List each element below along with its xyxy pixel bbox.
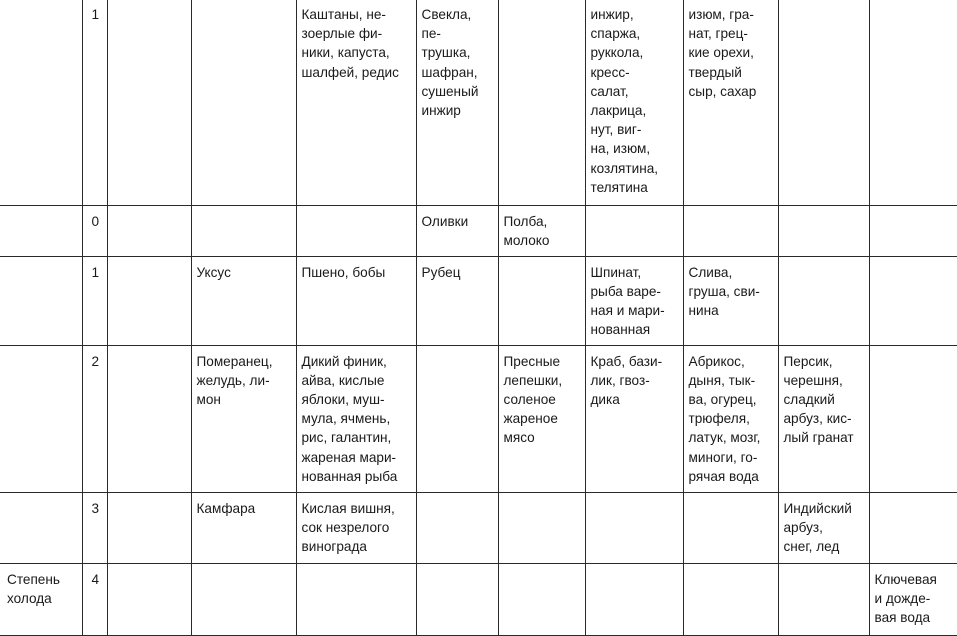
table-cell: изюм, гра- нат, грец- кие орехи, твердый сыр, сахар (683, 0, 778, 205)
category-cell (0, 205, 82, 256)
table-cell (107, 0, 191, 205)
category-cell (0, 0, 82, 205)
table-cell: Абрикос, дыня, тык- ва, огурец, трюфеля, латук, мозг, миноги, го- рячая вода (683, 345, 778, 492)
table-row (0, 205, 957, 256)
table-cell: Померанец, желудь, ли- мон (191, 345, 296, 492)
table-cell: Уксус (191, 256, 296, 345)
table-cell (296, 205, 416, 256)
table-cell: Кислая вишня, сок незрелого винограда (296, 492, 416, 563)
table-cell (869, 345, 957, 492)
table-cell (585, 492, 683, 563)
table-cell: Краб, бази- лик, гвоз- дика (585, 345, 683, 492)
table-cell (869, 492, 957, 563)
table-cell (107, 256, 191, 345)
table-cell (107, 205, 191, 256)
degree-cell: 1 (82, 256, 107, 345)
degree-cell: 3 (82, 492, 107, 563)
table-cell (869, 0, 957, 205)
table-cell (107, 492, 191, 563)
table-cell: Персик, черешня, сладкий арбуз, кис- лый гранат (778, 345, 869, 492)
table-cell (191, 205, 296, 256)
table-cell (107, 563, 191, 635)
table-cell (683, 563, 778, 635)
degree-cell: 4 (82, 563, 107, 635)
table-cell (416, 563, 498, 635)
category-cell (0, 345, 82, 492)
table-cell (585, 563, 683, 635)
table-cell (778, 563, 869, 635)
table-cell (778, 0, 869, 205)
table-cell (498, 256, 585, 345)
table-cell (683, 492, 778, 563)
table-row (0, 345, 957, 492)
table-cell (191, 563, 296, 635)
table-cell (296, 563, 416, 635)
table-cell: Полба, молоко (498, 205, 585, 256)
table-cell (498, 492, 585, 563)
table-cell (191, 0, 296, 205)
table-row (0, 256, 957, 345)
degree-cell: 2 (82, 345, 107, 492)
table-cell (869, 205, 957, 256)
table-cell: Ключевая и дожде- вая вода (869, 563, 957, 635)
table-cell: Дикий финик, айва, кислые яблоки, муш- мула, ячмень, рис, галантин, жареная мари- нованная рыба (296, 345, 416, 492)
table-cell: Пшено, бобы (296, 256, 416, 345)
table-cell: Пресные лепешки, соленое жареное мясо (498, 345, 585, 492)
category-cell: Степень холода (0, 563, 82, 635)
table-cell (498, 0, 585, 205)
category-cell (0, 492, 82, 563)
table-cell: Оливки (416, 205, 498, 256)
table-cell: инжир, спаржа, руккола, кресс- салат, лакрица, нут, виг- на, изюм, козлятина, телятина (585, 0, 683, 205)
table-row (0, 492, 957, 563)
table-cell (683, 205, 778, 256)
table-cell (778, 205, 869, 256)
table-row (0, 0, 957, 205)
table-row (0, 563, 957, 635)
table-cell: Рубец (416, 256, 498, 345)
table-cell: Каштаны, не- зоерлые фи- ники, капуста, шалфей, редис (296, 0, 416, 205)
table-cell: Индийский арбуз, снег, лед (778, 492, 869, 563)
degree-cell: 0 (82, 205, 107, 256)
table-cell (869, 256, 957, 345)
category-cell (0, 256, 82, 345)
table-cell (416, 345, 498, 492)
degree-cell: 1 (82, 0, 107, 205)
table-cell: Слива, груша, сви- нина (683, 256, 778, 345)
table-cell: Шпинат, рыба варе- ная и мари- нованная (585, 256, 683, 345)
table-cell (778, 256, 869, 345)
table-cell: Свекла, пе- трушка, шафран, сушеный инжир (416, 0, 498, 205)
table-cell (416, 492, 498, 563)
table-cell (498, 563, 585, 635)
table-cell (585, 205, 683, 256)
table-cell: Камфара (191, 492, 296, 563)
table-cell (107, 345, 191, 492)
